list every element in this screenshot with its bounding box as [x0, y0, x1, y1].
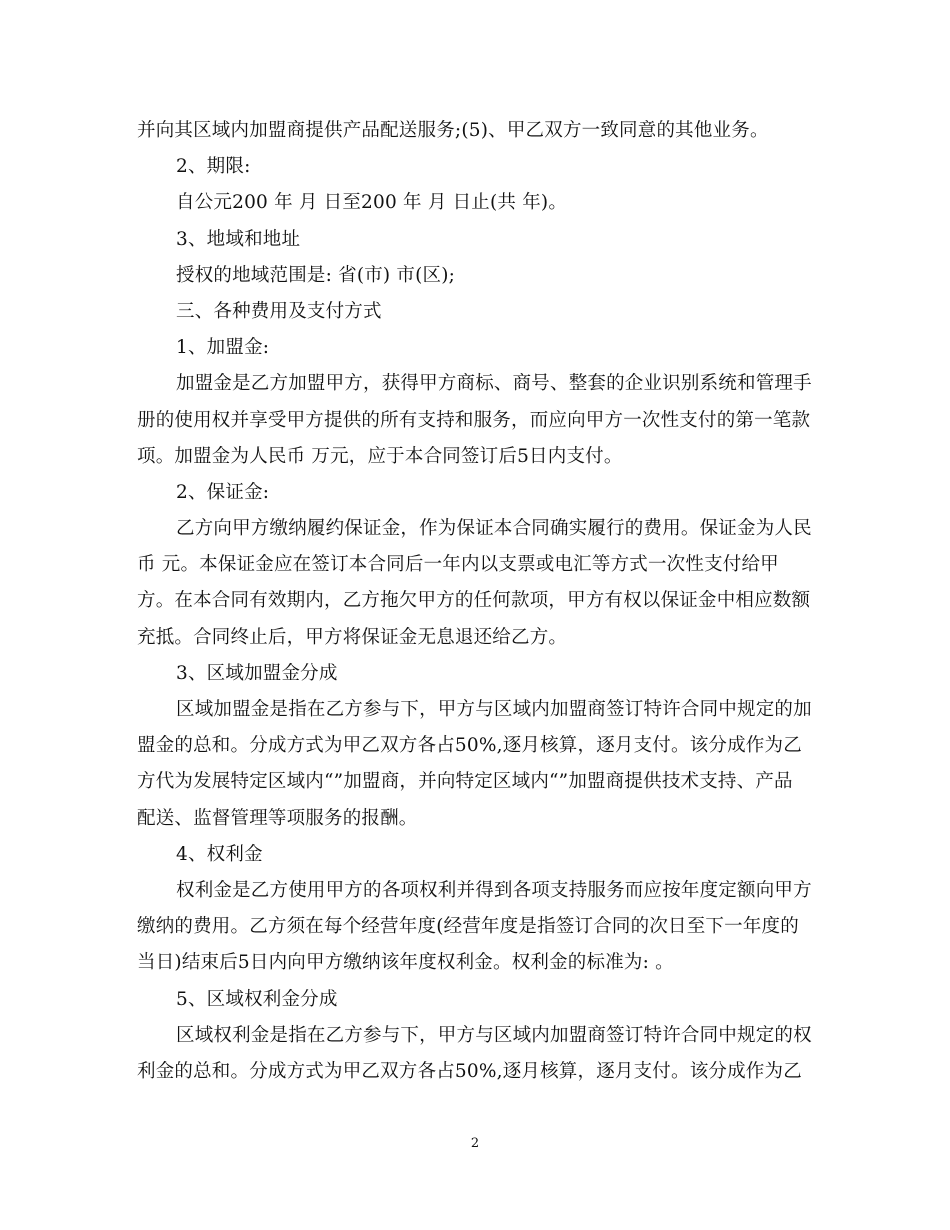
page-number: 2 [470, 1136, 480, 1151]
text-line: 4、权利金 [176, 843, 263, 865]
text-line: 2、保证金: [176, 481, 270, 503]
text-line: 项。加盟金为人民币 万元，应于本合同签订后5日内支付。 [137, 445, 623, 467]
text-line: 自公元200 年 月 日至200 年 月 日止(共 年)。 [176, 192, 568, 214]
text-line: 授权的地域范围是: 省(市) 市(区); [176, 264, 456, 286]
text-line: 3、区域加盟金分成 [176, 662, 338, 684]
text-line: 盟金的总和。分成方式为甲乙双方各占50%,逐月核算，逐月支付。该分成作为乙 [137, 735, 802, 757]
text-line: 缴纳的费用。乙方须在每个经营年度(经营年度是指签订合同的次日至下一年度的 [137, 916, 799, 938]
text-line: 册的使用权并享受甲方提供的所有支持和服务，而应向甲方一次性支付的第一笔款 [137, 409, 811, 431]
text-line: 方。在本合同有效期内，乙方拖欠甲方的任何款项，甲方有权以保证金中相应数额 [137, 590, 811, 612]
text-line: 并向其区域内加盟商提供产品配送服务;(5)、甲乙双方一致同意的其他业务。 [137, 120, 769, 141]
text-line: 区域加盟金是指在乙方参与下，甲方与区域内加盟商签订特许合同中规定的加 [176, 699, 812, 720]
text-line: 权利金是乙方使用甲方的各项权利并得到各项支持服务而应按年度定额向甲方 [176, 879, 812, 901]
text-line: 方代为发展特定区域内“”加盟商，并向特定区域内“”加盟商提供技术支持、产品 [137, 771, 793, 793]
text-line: 币 元。本保证金应在签订本合同后一年内以支票或电汇等方式一次性支付给甲 [137, 554, 779, 576]
text-line: 3、地域和地址 [176, 228, 301, 250]
text-line: 充抵。合同终止后，甲方将保证金无息退还给乙方。 [137, 626, 568, 648]
text-line: 区域权利金是指在乙方参与下，甲方与区域内加盟商签订特许合同中规定的权 [176, 1024, 812, 1046]
text-line: 1、加盟金: [176, 337, 270, 359]
text-line: 三、各种费用及支付方式 [176, 300, 382, 322]
text-line: 乙方向甲方缴纳履约保证金，作为保证本合同确实履行的费用。保证金为人民 [176, 518, 812, 540]
text-line: 2、期限: [176, 156, 251, 178]
text-line: 配送、监督管理等项服务的报酬。 [137, 807, 418, 829]
text-line: 5、区域权利金分成 [176, 988, 338, 1010]
text-line: 利金的总和。分成方式为甲乙双方各占50%,逐月核算，逐月支付。该分成作为乙 [137, 1060, 802, 1082]
document-body [137, 113, 817, 1090]
text-line: 当日)结束后5日内向甲方缴纳该年度权利金。权利金的标准为: 。 [137, 952, 674, 974]
text-line: 加盟金是乙方加盟甲方，获得甲方商标、商号、整套的企业识别系统和管理手 [176, 373, 812, 395]
